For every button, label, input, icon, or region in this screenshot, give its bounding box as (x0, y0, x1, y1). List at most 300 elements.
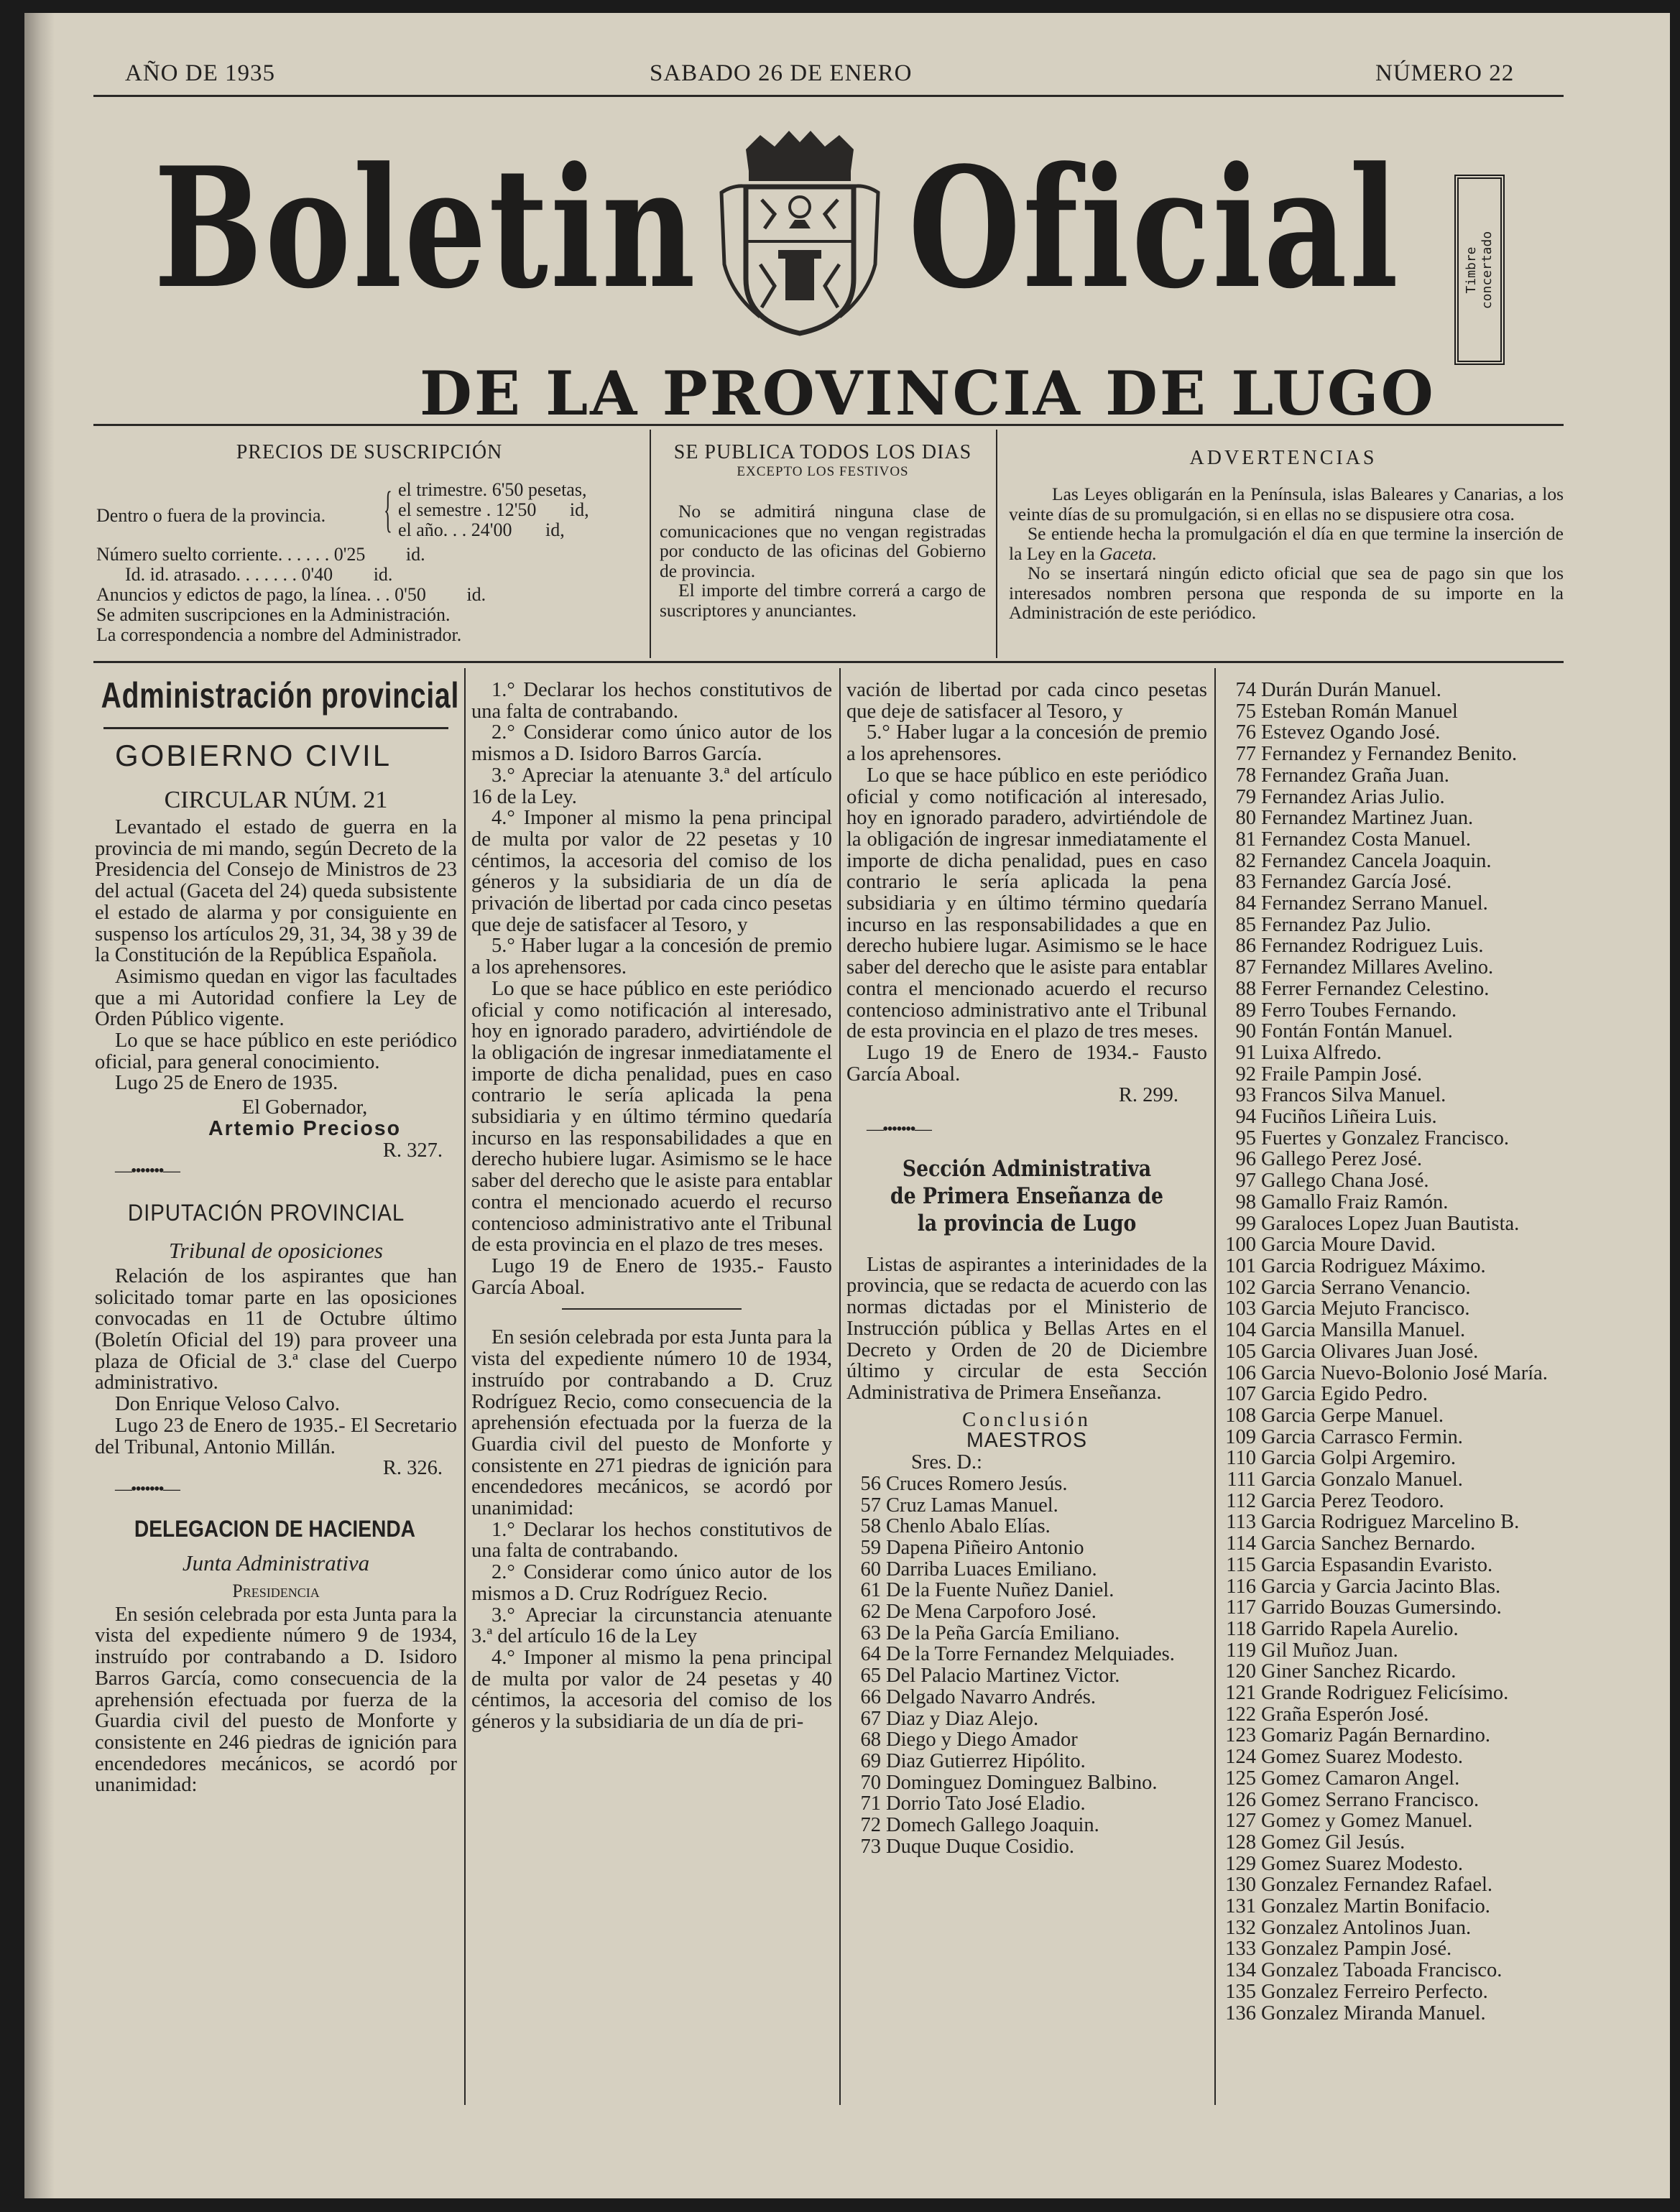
col3-p3: Lo que se hace público en este periódico oficial y como notificación al interesado, hoy en ignorado paradero, advirtiéndole de la obligación de ingresar inmediatamente el importe de dicha penalidad, pues en caso contrario le sería aplicada la pena subsidiaria y en último término quedaría incurso en las responsabilidades a que en derecho hubiere lugar. Asimismo se le hace saber del derecho que le asiste para entablar contra el mencionado acuerdo el recurso contencioso administrativo ante el Tribunal de esta provincia en el plazo de tres meses. (846, 764, 1207, 1043)
list-item-name: Fernandez Cancela Joaquin. (1261, 849, 1492, 872)
list-item-number: 111 (1227, 1468, 1256, 1491)
stamp-box (1454, 175, 1505, 365)
col3-p5: Listas de aspirantes a interinidades de la provincia, que se redacta de acuerdo con las normas dictadas por el Ministerio de Instrucción pública y Bellas Artes en el Decreto y Orden de 20 de Diciembre último y circular de esta Sección Administrativa de Primera Enseñanza. (846, 1253, 1207, 1404)
list-item (1222, 978, 1565, 1000)
list-item-name: Cruz Lamas Manuel. (886, 1494, 1058, 1517)
list-item-name: Gonzalez Fernandez Rafael. (1261, 1874, 1493, 1897)
list-item-number: 65 (860, 1665, 881, 1688)
list-item-name: Gomez Gil Jesús. (1261, 1831, 1406, 1854)
list-item (1222, 1363, 1565, 1384)
list-item-number: 122 (1225, 1703, 1256, 1726)
list-item-name: Delgado Navarro Andrés. (886, 1685, 1097, 1708)
circular-heading: CIRCULAR NÚM. 21 (164, 787, 388, 813)
price-row-value: 6'50 pesetas, (491, 479, 587, 500)
list-item-name: Dominguez Dominguez Balbino. (886, 1771, 1158, 1794)
list-item-number: 75 (1235, 700, 1256, 723)
list-item-number: 68 (860, 1729, 881, 1751)
list-item-number: 135 (1225, 1980, 1256, 2003)
junta-heading: Junta Administrativa (182, 1550, 370, 1575)
list-item (1222, 1746, 1565, 1768)
prices-lines (96, 545, 642, 645)
list-item-number: 70 (860, 1771, 881, 1794)
price-anuncios: Anuncios y edictos de pago, la línea. . . 0'50 (96, 584, 426, 605)
list-item-number: 131 (1225, 1895, 1256, 1918)
list-item (1222, 1064, 1565, 1086)
list-item-number: 129 (1225, 1852, 1256, 1875)
list-item-number: 98 (1235, 1190, 1256, 1213)
list-item (1222, 1405, 1565, 1427)
list-item-number: 74 (1235, 679, 1256, 701)
list-item (846, 1708, 1207, 1730)
advertencias-p2b: Gaceta. (1099, 542, 1158, 564)
list-item-number: 60 (860, 1558, 881, 1581)
list-item-name: Fernandez Costa Manuel. (1261, 828, 1472, 851)
list-item-name: Gil Muñoz Juan. (1261, 1639, 1398, 1662)
list-item (1222, 1661, 1565, 1683)
list-item (1222, 1448, 1565, 1469)
col-divider-2 (839, 668, 841, 2105)
list-item-name: Garrido Bouzas Gumersindo. (1261, 1596, 1502, 1619)
ref-327: R. 327. (382, 1139, 443, 1162)
list-item-name: Gallego Perez José. (1261, 1148, 1422, 1171)
list-item-name: De la Torre Fernandez Melquiades. (886, 1643, 1175, 1666)
coat-of-arms-icon (717, 121, 882, 336)
list-item-number: 115 (1226, 1553, 1256, 1576)
list-item-number: 63 (860, 1621, 881, 1644)
publica-sub: EXCEPTO LOS FESTIVOS (737, 464, 909, 479)
list-item (1222, 1469, 1565, 1491)
diputacion-heading: DIPUTACIÓN PROVINCIAL (127, 1199, 405, 1226)
list-item (1222, 1640, 1565, 1662)
list-item (1222, 1277, 1565, 1299)
col-divider-3 (1214, 668, 1216, 2105)
newspaper-sheet (24, 13, 1670, 2198)
list-item (1222, 1320, 1565, 1341)
list-item-name: Diaz y Diaz Alejo. (886, 1707, 1039, 1730)
list-item-number: 80 (1235, 807, 1256, 830)
list-item-name: Garcia Serrano Venancio. (1261, 1276, 1471, 1299)
col3-p1: vación de libertad por cada cinco pesetas que deje de satisfacer al Tesoro, y (846, 679, 1207, 723)
col2-p8: En sesión celebrada por esta Junta para la vista del expediente número 10 de 1934, instruído por contrabando a D. Cruz Rodríguez Recio, como consecuencia de la aprehensión efectuada por la fuerza de la Guardia civil del puesto de Monforte y consistente en 271 piedras de ignición para encendedores mecánicos, se acordó por unanimidad: (471, 1326, 833, 1520)
list-item-name: Fernandez García José. (1261, 871, 1452, 894)
list-item-name: Fernandez Paz Julio. (1261, 913, 1431, 936)
list-item-name: Garcia Sanchez Bernardo. (1261, 1532, 1476, 1555)
list-item (1222, 1725, 1565, 1746)
circular-p3: Lo que se hace público en este periódico oficial, para general conocimiento. (95, 1029, 457, 1073)
list-item (1222, 701, 1565, 723)
list-item-number: 127 (1225, 1810, 1256, 1833)
col2-p2: 2.° Considerar como único autor de los mismos a D. Isidoro Barros García. (471, 721, 832, 766)
brace: { (384, 482, 392, 537)
list-item-name: Garcia Nuevo-Bolonio José María. (1261, 1361, 1548, 1384)
list-item (1222, 1896, 1565, 1917)
list-item-name: De la Fuente Nuñez Daniel. (886, 1579, 1114, 1602)
list-item (1222, 1619, 1565, 1640)
list-item-number: 136 (1225, 2002, 1256, 2024)
list-item-name: Fernandez Millares Avelino. (1261, 956, 1494, 979)
column-1 (95, 674, 460, 1797)
list-item-name: Garcia Golpi Argemiro. (1261, 1447, 1456, 1470)
number-label: NÚMERO 22 (1375, 60, 1515, 86)
list-item-name: Luixa Alfredo. (1261, 1041, 1382, 1064)
list-item (1222, 765, 1565, 787)
conclusion-heading: Conclusión (962, 1408, 1091, 1431)
list-item-name: Fraile Pampin José. (1261, 1063, 1423, 1086)
price-suelto-unit: id. (405, 544, 425, 565)
maestros-list-a (846, 1473, 1207, 1858)
list-item-name: Ferro Toubes Fernando. (1261, 999, 1457, 1022)
list-item-number: 95 (1235, 1126, 1256, 1149)
list-item (846, 1751, 1207, 1772)
list-item-number: 69 (860, 1749, 881, 1772)
list-item-name: Gonzalez Pampin José. (1261, 1938, 1452, 1961)
publica-p1: No se admitirá ninguna clase de comunicaciones que no vengan registradas por conducto de las oficinas del Gobierno de provincia. (660, 501, 986, 581)
list-item-name: Garcia y Garcia Jacinto Blas. (1261, 1575, 1501, 1598)
list-item-number: 124 (1225, 1746, 1256, 1769)
year-label: AÑO DE 1935 (125, 60, 275, 86)
list-item-number: 117 (1226, 1596, 1256, 1619)
list-item-name: Garcia Egido Pedro. (1261, 1383, 1428, 1406)
list-item (1222, 1938, 1565, 1960)
list-item-number: 126 (1225, 1788, 1256, 1811)
list-item (1222, 1704, 1565, 1726)
list-item (846, 1793, 1207, 1815)
list-item (1222, 1427, 1565, 1448)
stamp-line-2: concertado (1480, 231, 1495, 309)
list-item-number: 72 (860, 1814, 881, 1837)
col2-p12: 4.° Imponer al mismo la pena principal de multa por valor de 24 pesetas y 40 céntimos, la accesoria del comiso de los géneros y la subsidiaria de un día de pri- (471, 1646, 832, 1734)
ref-299: R. 299. (1118, 1084, 1178, 1107)
list-item-number: 61 (860, 1579, 881, 1602)
list-item-number: 118 (1226, 1617, 1256, 1640)
price-atrasado: Id. id. atrasado. . . . . . . 0'40 (125, 564, 333, 585)
info-divider-2 (996, 430, 997, 658)
list-item (1222, 1491, 1565, 1512)
publica-text (660, 501, 986, 620)
list-item-name: Grande Rodriguez Felicísimo. (1261, 1682, 1509, 1705)
section-rule (103, 727, 448, 729)
list-item (1222, 1234, 1565, 1256)
list-item (1222, 1576, 1565, 1598)
list-item-name: Domech Gallego Joaquin. (886, 1814, 1099, 1837)
list-item-number: 112 (1226, 1489, 1256, 1512)
list-item-name: Fernandez Serrano Manuel. (1261, 892, 1488, 915)
list-item (846, 1836, 1207, 1858)
delegacion-p1: En sesión celebrada por esta Junta para la vista del expediente número 9 de 1934, instruído por contrabando a D. Isidoro Barros García, como consecuencia de la aprehensión efectuada por fuerza de la Guardia civil del puesto de Monforte y consistente en 246 piedras de ignición para encendedores mecánicos, se acordó por unanimidad: (95, 1603, 457, 1797)
list-item-number: 56 (860, 1472, 881, 1495)
list-item (1222, 1384, 1565, 1405)
ref-326: R. 326. (382, 1457, 443, 1480)
masthead-rule (93, 424, 1564, 426)
list-item (846, 1815, 1207, 1836)
list-item-number: 96 (1235, 1148, 1256, 1171)
list-item-name: Garcia Carrasco Fermin. (1261, 1425, 1463, 1448)
list-item (1222, 1256, 1565, 1277)
list-item-name: Gonzalez Miranda Manuel. (1261, 2002, 1486, 2024)
list-item (846, 1772, 1207, 1794)
price-row-label: el año. . . 24'00 (398, 519, 512, 540)
list-item (846, 1687, 1207, 1708)
list-item-number: 83 (1235, 871, 1256, 894)
list-item-name: Gonzalez Martin Bonifacio. (1261, 1895, 1490, 1918)
price-atrasado-unit: id. (373, 564, 393, 585)
list-item-number: 73 (860, 1835, 881, 1858)
masthead-subtitle: DE LA PROVINCIA DE LUGO (420, 358, 1436, 429)
list-item (1222, 1128, 1565, 1149)
list-item-name: Garcia Mansilla Manuel. (1261, 1319, 1466, 1342)
list-item-number: 71 (860, 1792, 881, 1815)
list-item-name: Garcia Gerpe Manuel. (1261, 1404, 1444, 1427)
list-item-name: Duque Duque Cosidio. (886, 1835, 1075, 1858)
col2-p3: 3.° Apreciar la atenuante 3.ª del artículo 16 de la Ley. (471, 764, 832, 808)
list-item-number: 120 (1225, 1660, 1256, 1683)
sres-label: Sres. D.: (911, 1451, 982, 1474)
prices-dentro: Dentro o fuera de la provincia. (96, 505, 326, 526)
list-item (846, 1665, 1207, 1687)
list-item (846, 1495, 1207, 1517)
diputacion-p3: Lugo 23 de Enero de 1935.- El Secretario del Tribunal, Antonio Millán. (95, 1414, 457, 1458)
list-item-number: 82 (1235, 849, 1256, 872)
list-item-number: 130 (1225, 1874, 1256, 1897)
list-item-number: 59 (860, 1536, 881, 1559)
circular-date: Lugo 25 de Enero de 1935. (115, 1072, 338, 1095)
list-item-number: 67 (860, 1707, 881, 1730)
list-item-name: Garcia Mejuto Francisco. (1261, 1297, 1470, 1320)
list-item-name: Fernandez Graña Juan. (1261, 764, 1449, 787)
presidencia-heading: Presidencia (232, 1580, 320, 1601)
list-item-number: 108 (1225, 1404, 1256, 1427)
maestros-heading: MAESTROS (966, 1429, 1087, 1453)
list-item-name: Diaz Gutierrez Hipólito. (886, 1749, 1086, 1772)
list-item-number: 107 (1225, 1383, 1256, 1406)
list-item-number: 134 (1225, 1959, 1256, 1982)
list-item (1222, 722, 1565, 744)
list-item-number: 58 (860, 1515, 881, 1538)
ornament: —•••••••— (867, 1120, 931, 1139)
col2-p11: 3.° Apreciar la circunstancia atenuante 3.ª del artículo 16 de la Ley (471, 1604, 832, 1648)
list-item (1222, 1341, 1565, 1363)
list-item (1222, 807, 1565, 829)
list-item-number: 97 (1235, 1170, 1256, 1193)
col2-p10: 2.° Considerar como único autor de los mismos a D. Cruz Rodríguez Recio. (471, 1561, 832, 1605)
list-item-number: 99 (1235, 1212, 1256, 1235)
list-item-number: 102 (1225, 1276, 1256, 1299)
list-item-name: Garaloces Lopez Juan Bautista. (1261, 1212, 1520, 1235)
list-item-name: Gomez Suarez Modesto. (1261, 1746, 1463, 1769)
list-item (1222, 1810, 1565, 1832)
stamp-line-1: Timbre (1464, 246, 1479, 294)
list-item-name: Garcia Gonzalo Manuel. (1261, 1468, 1463, 1491)
list-item-name: Esteban Román Manuel (1261, 700, 1458, 723)
masthead-title-right: Oficial (908, 131, 1401, 325)
list-item-number: 104 (1225, 1319, 1256, 1342)
list-item-number: 88 (1235, 977, 1256, 1000)
list-item-number: 119 (1226, 1639, 1256, 1662)
list-item (846, 1623, 1207, 1644)
list-item-name: Fuertes y Gonzalez Francisco. (1261, 1126, 1510, 1149)
list-item (1222, 893, 1565, 915)
ornament: —•••••••— (115, 1479, 179, 1499)
list-item-number: 64 (860, 1643, 881, 1666)
list-item (1222, 1021, 1565, 1042)
list-item-number: 85 (1235, 913, 1256, 936)
col2-p6: Lo que se hace público en este periódico oficial y como notificación al interesado, hoy en ignorado paradero, advirtiéndole de la obligación de ingresar inmediatamente el importe de dicha penalidad, pues en caso contrario le sería aplicada la pena subsidiaria y en último término quedaría incurso en las responsabilidades a que en derecho hubiere lugar. Asimismo se le hace saber del derecho que le asiste para entablar contra el mencionado acuerdo el recurso contencioso administrativo ante el Tribunal de esta provincia en el plazo de tres meses. (471, 977, 832, 1257)
list-item (1222, 680, 1565, 701)
list-item-name: Garcia Rodriguez Marcelino B. (1261, 1511, 1520, 1534)
maestros-list-b (1222, 680, 1565, 2024)
list-item-number: 101 (1225, 1254, 1256, 1277)
list-item (1222, 1874, 1565, 1896)
list-item-name: Gomez Serrano Francisco. (1261, 1788, 1480, 1811)
list-item (1222, 829, 1565, 851)
list-item-number: 76 (1235, 721, 1256, 744)
advertencias-text (1009, 484, 1564, 623)
list-item-name: Garrido Rapela Aurelio. (1261, 1617, 1459, 1640)
list-item (1222, 1106, 1565, 1128)
list-item-number: 91 (1235, 1041, 1256, 1064)
list-item-number: 86 (1235, 935, 1256, 958)
list-item-name: Ferrer Fernandez Celestino. (1261, 977, 1490, 1000)
price-suelto: Número suelto corriente. . . . . . 0'25 (96, 544, 366, 565)
list-item-number: 92 (1235, 1063, 1256, 1086)
list-item (1222, 871, 1565, 893)
date-label: SABADO 26 DE ENERO (650, 60, 913, 86)
list-item-name: Durán Durán Manuel. (1261, 679, 1441, 701)
list-item-number: 123 (1225, 1724, 1256, 1747)
column-3 (846, 680, 1207, 1857)
list-item-number: 66 (860, 1685, 881, 1708)
list-item-name: Garcia Olivares Juan José. (1261, 1340, 1479, 1363)
list-item-number: 81 (1235, 828, 1256, 851)
list-item (1222, 935, 1565, 957)
list-item-number: 128 (1225, 1831, 1256, 1854)
col3-p2: 5.° Haber lugar a la concesión de premio a los aprehensores. (846, 721, 1207, 766)
gobierno-civil-heading: GOBIERNO CIVIL (115, 739, 392, 772)
list-item (1222, 1149, 1565, 1170)
list-item-number: 116 (1226, 1575, 1256, 1598)
list-item-number: 62 (860, 1601, 881, 1624)
top-rule (93, 95, 1564, 97)
list-item (846, 1559, 1207, 1581)
col2-p4: 4.° Imponer al mismo la pena principal de multa por valor de 22 pesetas y 10 céntimos, la accesoria del comiso de los géneros y la subsidiaria de un día de privación de libertad por cada cinco pesetas que deje de satisfacer al Tesoro, y (471, 807, 832, 936)
masthead-title-left: Boletin (154, 131, 698, 325)
prices-heading: PRECIOS DE SUSCRIPCIÓN (236, 441, 503, 463)
list-item-number: 94 (1235, 1106, 1256, 1129)
publica-heading: SE PUBLICA TODOS LOS DIAS (673, 441, 972, 463)
section-header-wrap (95, 674, 460, 731)
list-item-name: Diego y Diego Amador (886, 1729, 1078, 1751)
delegacion-heading: DELEGACION DE HACIENDA (134, 1515, 416, 1542)
seccion-heading: Sección Administrativa de Primera Enseñanza de la provincia de Lugo (890, 1155, 1163, 1236)
list-item-name: Gamallo Fraiz Ramón. (1261, 1190, 1449, 1213)
list-item (1222, 2003, 1565, 2024)
list-item (846, 1644, 1207, 1665)
list-item-number: 100 (1225, 1234, 1256, 1257)
circular-p2: Asimismo quedan en vigor las facultades que a mi Autoridad confiere la Ley de Orden Público vigente. (95, 965, 457, 1031)
column-2 (471, 680, 832, 1733)
list-item-name: Garcia Espasandin Evaristo. (1261, 1553, 1493, 1576)
list-item (1222, 1960, 1565, 1981)
list-item-number: 90 (1235, 1020, 1256, 1043)
list-item-name: Garcia Rodriguez Máximo. (1261, 1254, 1486, 1277)
list-item (1222, 1790, 1565, 1811)
list-item (1222, 1555, 1565, 1576)
divider-short (562, 1308, 742, 1310)
list-item (1222, 787, 1565, 808)
gobernador-signature: Artemio Precioso (208, 1116, 401, 1140)
column-4 (1222, 680, 1565, 2024)
list-item (1222, 1085, 1565, 1106)
gobernador-label: El Gobernador, (241, 1096, 368, 1119)
price-anuncios-unit: id. (466, 584, 486, 605)
list-item-name: Gomez y Gomez Manuel. (1261, 1810, 1473, 1833)
list-item-number: 106 (1225, 1361, 1256, 1384)
col-divider-1 (464, 668, 466, 2105)
list-item (1222, 1042, 1565, 1064)
list-item-number: 113 (1226, 1511, 1256, 1534)
list-item-number: 114 (1226, 1532, 1256, 1555)
list-item-name: Fernandez Arias Julio. (1261, 785, 1445, 808)
list-item (846, 1516, 1207, 1537)
list-item-number: 133 (1225, 1938, 1256, 1961)
advertencias-p1: Las Leyes obligarán en la Península, islas Baleares y Canarias, a los veinte días de su promulgación, si en ellas no se dispusiere otra cosa. (1009, 483, 1564, 524)
col2-p5: 5.° Haber lugar a la concesión de premio a los aprehensores. (471, 935, 832, 979)
list-item-name: Gomez Camaron Angel. (1261, 1767, 1460, 1790)
list-item-name: Fernandez Rodriguez Luis. (1261, 935, 1484, 958)
tribunal-heading: Tribunal de oposiciones (169, 1237, 383, 1263)
ornament: —•••••••— (115, 1162, 179, 1181)
advertencias-p3: No se insertará ningún edicto oficial que sea de pago sin que los interesados nombren persona que responda de su importe en la Administración de este periódico. (1009, 563, 1564, 623)
list-item (1222, 1917, 1565, 1939)
list-item-name: Graña Esperón José. (1261, 1703, 1429, 1726)
list-item (1222, 744, 1565, 765)
advertencias-heading: ADVERTENCIAS (1189, 447, 1377, 469)
list-item-name: De la Peña García Emiliano. (886, 1621, 1120, 1644)
list-item-name: Fernandez Martinez Juan. (1261, 807, 1474, 830)
publica-p2: El importe del timbre correrá a cargo de suscriptores y anunciantes. (660, 580, 986, 621)
price-row-value: id, (569, 499, 589, 520)
col3-p4: Lugo 19 de Enero de 1934.- Fausto García Aboal. (846, 1041, 1207, 1086)
list-item-number: 105 (1225, 1340, 1256, 1363)
list-item-name: Gallego Chana José. (1261, 1170, 1429, 1193)
list-item (1222, 1512, 1565, 1533)
list-item-number: 84 (1235, 892, 1256, 915)
list-item-number: 110 (1226, 1447, 1256, 1470)
list-item-name: Dapena Piñeiro Antonio (886, 1536, 1084, 1559)
list-item-number: 132 (1225, 1916, 1256, 1939)
price-row-value: id, (545, 519, 565, 540)
list-item-name: Fontán Fontán Manuel. (1261, 1020, 1453, 1043)
list-item (1222, 915, 1565, 936)
list-item (1222, 1533, 1565, 1555)
list-item-number: 89 (1235, 999, 1256, 1022)
col2-p9: 1.° Declarar los hechos constitutivos de una falta de contrabando. (471, 1518, 832, 1563)
list-item-number: 93 (1235, 1084, 1256, 1107)
list-item (1222, 851, 1565, 872)
info-divider-1 (650, 430, 651, 658)
list-item (1222, 1213, 1565, 1235)
list-item-number: 125 (1225, 1767, 1256, 1790)
advertencias-p2a: Se entiende hecha la promulgación el día en que termine la inserción de la Ley en la (1009, 523, 1564, 564)
price-row-label: el trimestre. (398, 479, 488, 500)
list-item (846, 1580, 1207, 1601)
list-item-number: 79 (1235, 785, 1256, 808)
list-item-number: 77 (1235, 743, 1256, 766)
list-item (1222, 1298, 1565, 1320)
info-rule (93, 661, 1564, 663)
list-item (846, 1729, 1207, 1751)
list-item (846, 1473, 1207, 1495)
